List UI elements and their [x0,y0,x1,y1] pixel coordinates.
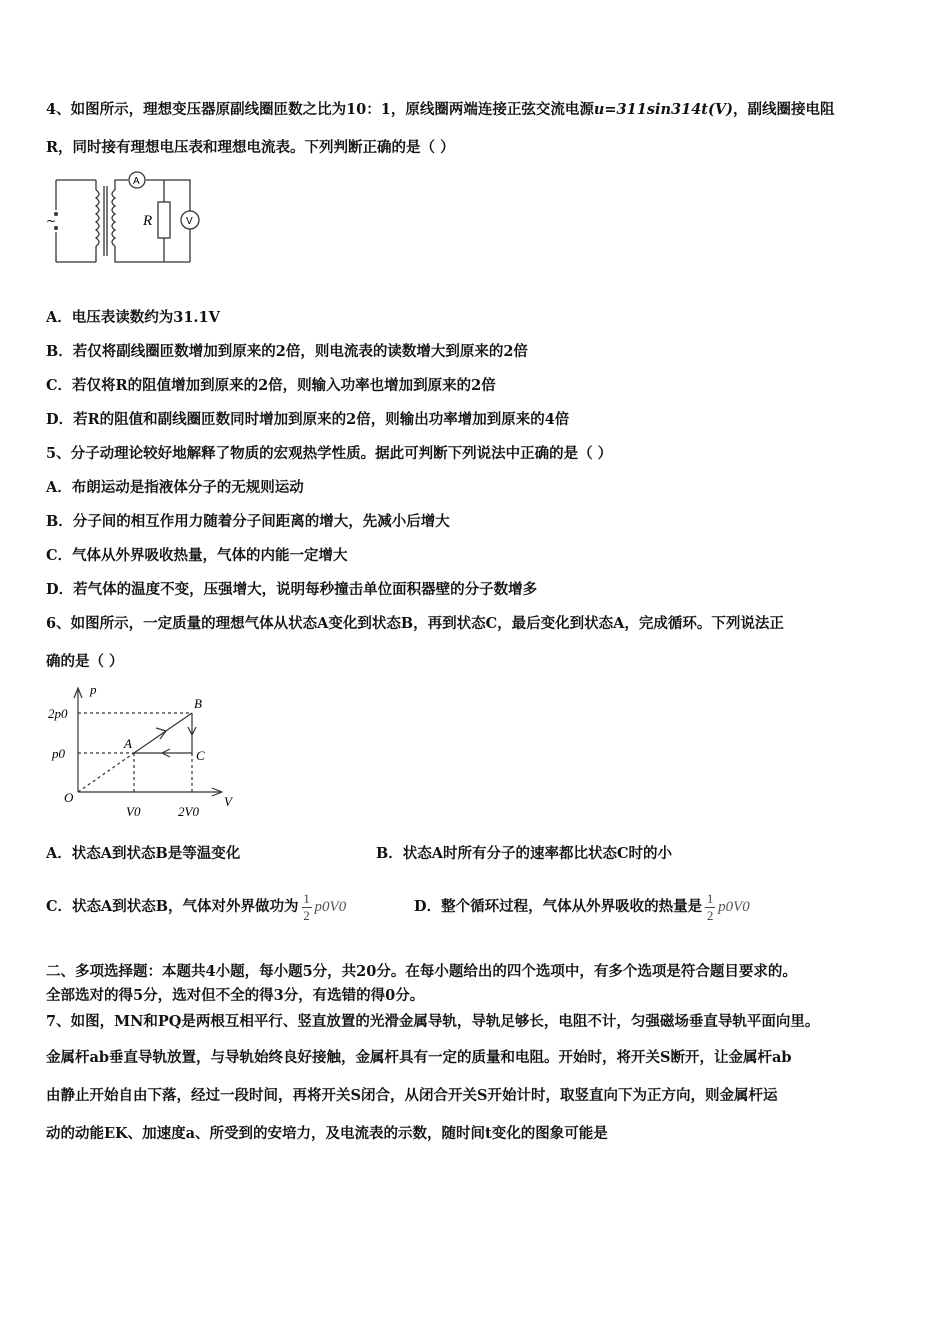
q7-line-3: 由静止开始自由下落，经过一段时间，再将开关S闭合，从闭合开关S开始计时，取竖直向下为正方向，则金属杆运 [46,1087,778,1104]
q4-option-a: A．电压表读数约为31.1V [46,309,220,326]
q6-option-c-text: C．状态A到状态B，气体对外界做功为 [46,898,299,915]
origin-label: O [64,790,74,805]
v-axis-label: V [224,794,232,809]
q4-option-b: B．若仅将副线圈匝数增加到原来的2倍，则电流表的读数增大到原来的2倍 [46,343,528,360]
fraction-numerator: 1 [706,890,714,906]
q5-stem: 5、分子动理论较好地解释了物质的宏观热学性质。据此可判断下列说法中正确的是（ ） [46,445,613,462]
q6-option-d [414,890,750,924]
q4-stem-part-1: 4、如图所示，理想变压器原副线圈匝数之比为10：1，原线圈两端连接正弦交流电源 [46,101,594,118]
q5-option-d: D．若气体的温度不变，压强增大，说明每秒撞击单位面积器壁的分子数增多 [46,581,538,598]
two-p0-label: 2p0 [48,706,68,721]
q5-option-c: C．气体从外界吸收热量，气体的内能一定增大 [46,547,348,564]
q4-option-c: C．若仅将R的阻值增加到原来的2倍，则输入功率也增加到原来的2倍 [46,377,496,394]
q5-option-b: B．分子间的相互作用力随着分子间距离的增大，先减小后增大 [46,513,450,530]
v0-label: V0 [126,804,141,819]
q4-option-d: D．若R的阻值和副线圈匝数同时增加到原来的2倍，则输出功率增加到原来的4倍 [46,411,570,428]
section2-line-2: 全部选对的得5分，选对但不全的得3分，有选错的得0分。 [46,987,425,1004]
q6-option-d-text: D．整个循环过程，气体从外界吸收的热量是 [414,898,703,915]
two-v0-label: 2V0 [178,804,199,819]
p0-label: p0 [52,746,65,761]
q7-line-1: 7、如图，MN和PQ是两根互相平行、竖直放置的光滑金属导轨，导轨足够长，电阻不计，匀强磁场垂直导轨平面向里。 [46,1013,820,1030]
q6-option-a: A．状态A到状态B是等温变化 [46,845,241,862]
state-c-label: C [196,748,205,763]
state-b-label: B [194,696,202,711]
ac-source-symbol: ~ [46,214,57,228]
fraction-denominator: 2 [706,907,714,923]
q4-stem-line-2: R，同时接有理想电压表和理想电流表。下列判断正确的是（ ） [46,139,455,156]
resistor-label: R [143,213,153,229]
transformer-circuit-figure [44,170,204,270]
ammeter-label: A [133,176,140,187]
q6-option-b: B．状态A时所有分子的速率都比状态C时的小 [376,845,673,862]
fraction-numerator: 1 [303,890,310,906]
section2-line-1: 二、多项选择题：本题共4小题，每小题5分，共20分。在每小题给出的四个选项中，有多个选项是符合题目要求的。 [46,963,797,980]
state-a-label: A [124,736,132,751]
q4-stem-line-1 [46,100,834,120]
q7-line-2: 金属杆ab垂直导轨放置，与导轨始终良好接触，金属杆具有一定的质量和电阻。开始时，将开关S断开，让金属杆ab [46,1049,792,1066]
q6-stem-line-2: 确的是（ ） [46,653,124,670]
q7-line-4: 动的动能EK、加速度a、所受到的安培力，及电流表的示数，随时间t变化的图象可能是 [46,1125,608,1142]
q6-option-c-pv: p0V0 [314,899,347,915]
q4-stem-part-2: ，副线圈接电阻 [732,101,835,118]
q6-option-d-fraction [705,892,715,923]
q6-option-d-pv: p0V0 [718,899,750,915]
q6-option-c-fraction [302,892,312,923]
q6-stem-line-1: 6、如图所示，一定质量的理想气体从状态A变化到状态B，再到状态C，最后变化到状态A，完成循环。下列说法正 [46,615,784,632]
voltmeter-label: V [186,216,193,227]
fraction-denominator: 2 [303,907,310,923]
pv-diagram-figure [44,680,244,828]
q4-stem-formula: u=311sin314t(V) [593,101,733,118]
q6-option-c [46,890,346,924]
p-axis-label: p [90,682,97,697]
q5-option-a: A．布朗运动是指液体分子的无规则运动 [46,479,304,496]
